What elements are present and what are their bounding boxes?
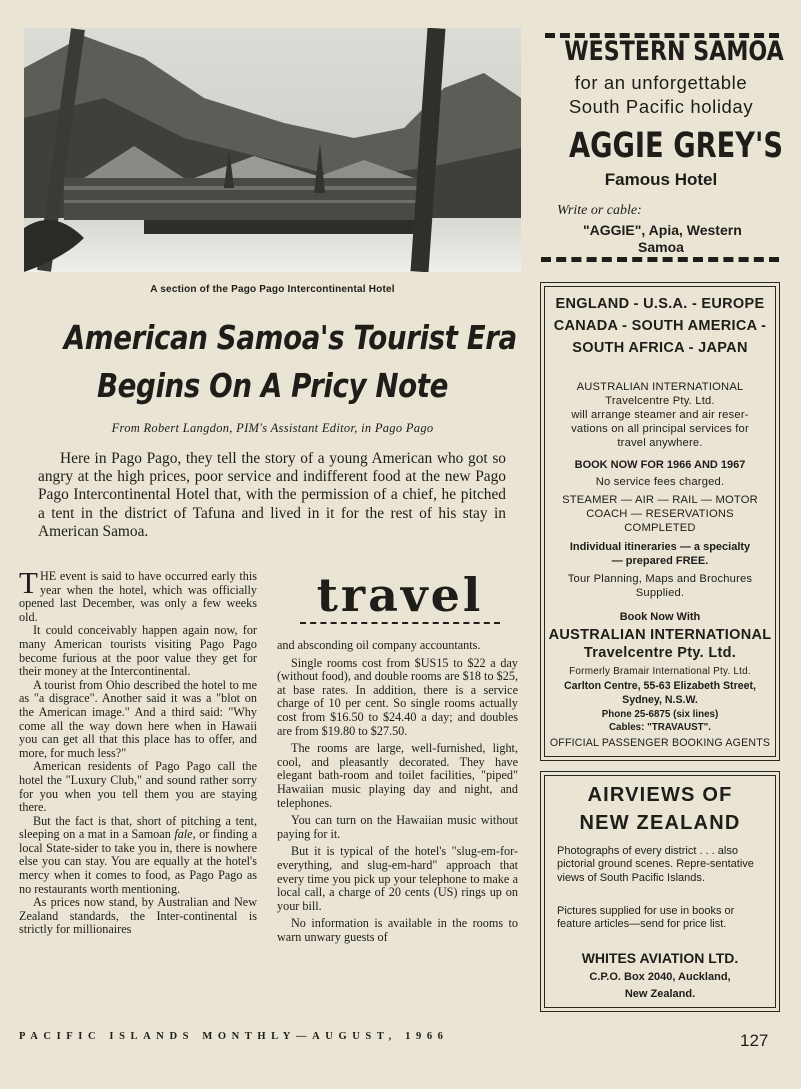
samoa-ad-write: Write or cable: — [557, 203, 642, 218]
airviews-title-1: AIRVIEWS OF — [587, 784, 733, 806]
lead-text: Here in Pago Pago, they tell the story of a young American who got so angry at the high prices, poor service and indifferent food at the new Pago Pago Intercontinental Hotel that, with the permission of a chief, he pitched a tent in the district of Tafuna and lived in it for the rest of his stay in American Samoa. — [38, 450, 506, 540]
modes-line-2: COACH — RESERVATIONS — [586, 508, 734, 520]
travel-logo-rule — [300, 622, 500, 624]
samoa-ad-subtitle: Famous Hotel — [604, 170, 718, 189]
company-name-2: Travelcentre Pty. Ltd. — [583, 645, 737, 661]
col2-paragraph-5: But it is typical of the hotel's "slug-em-for-everything, and slug-em-hard" approach that every time you pick up your telephone to make a local call, a charge of 20 cents (US) rings up on your bill. — [277, 844, 518, 913]
col2-paragraph-2: Single rooms cost from $US15 to $22 a day (without food), and double rooms are $18 to $25, at base rates. In addition, there is a service charge of 10 per cent. So single rooms actually cost from $16.50 to $24.40 a day; and doubles are from $19.80 to $27.50. — [277, 655, 518, 738]
destinations-line-3: SOUTH AFRICA - JAPAN — [572, 340, 748, 356]
headline-line-2: Begins On A Pricy Note — [96, 366, 449, 405]
arrange-line-3: travel anywhere. — [617, 437, 703, 449]
aggie-grey-ad — [543, 30, 784, 265]
samoa-ad-tagline-1: for an unforgettable — [574, 72, 748, 93]
photo-caption: A section of the Pago Pago Intercontinental Hotel — [150, 284, 395, 295]
travelcentre-ad — [540, 282, 780, 761]
byline: From Robert Langdon, PIM's Assistant Editor, in Pago Pago — [111, 421, 434, 435]
destinations-line-1: ENGLAND - U.S.A. - EUROPE — [555, 296, 765, 312]
col2-paragraph-4: You can turn on the Hawaiian music without paying for it. — [277, 813, 518, 841]
headline-line-1: American Samoa's Tourist Era — [63, 318, 517, 357]
col1-paragraph-3: A tourist from Ohio described the hotel to me as "a disgrace". Another said it was a "blot on the American image." And a third said: "Why come all the way down here when in Hawaii you can get all that this place has to offer, and more, for much less?" — [19, 677, 257, 760]
samoa-ad-bottom-rule — [541, 257, 779, 262]
travel-section-logo: travel — [316, 568, 484, 622]
company-name-1: AUSTRALIAN INTERNATIONAL — [548, 627, 772, 643]
modes-line-1: STEAMER — AIR — RAIL — MOTOR — [562, 494, 758, 506]
official-agents: OFFICIAL PASSENGER BOOKING AGENTS — [549, 737, 771, 749]
modes-line-3: COMPLETED — [624, 522, 696, 534]
drop-cap: T — [19, 565, 38, 600]
airviews-description-1: Photographs of every district . . . also pictorial ground scenes. Repre-sentative views of South Pacific Islands. — [557, 845, 754, 884]
col2-paragraph-6: No information is available in the rooms to warn unwary guests of — [277, 916, 518, 944]
book-now-years: BOOK NOW FOR 1966 AND 1967 — [574, 459, 746, 471]
address-line-1: Carlton Centre, 55-63 Elizabeth Street, — [564, 680, 756, 692]
destinations-line-2: CANADA - SOUTH AMERICA - — [553, 318, 767, 334]
whites-aviation-name: WHITES AVIATION LTD. — [581, 950, 739, 966]
samoa-ad-hotel-name: AGGIE GREY'S — [568, 126, 784, 166]
col1-paragraph-5 — [19, 815, 257, 897]
tour-line-1: Tour Planning, Maps and Brochures — [567, 573, 753, 585]
col1-paragraph-1 — [19, 565, 257, 624]
article-column-1 — [19, 565, 257, 937]
itineraries-line-1: Individual itineraries — a specialty — [569, 541, 751, 553]
phone-line: Phone 25-6875 (six lines) — [601, 709, 719, 720]
col1-p5-text-b: , or finding a local State-sider to take you in, there is nowhere else you can stay. You are equally at the hotel's mercy when it comes to food, as Pago Pago as no restaurants worth mentioning. — [19, 827, 257, 896]
formerly-line: Formerly Bramair International Pty. Ltd. — [569, 666, 751, 677]
col2-paragraph-3: The rooms are large, well-furnished, light, cool, and pleasantly decorated. They have elegant bath-room and toilet facilities, "piped" Hawaiian music playing day and night, and telephones. — [277, 741, 518, 810]
cables-line: Cables: "TRAVAUST". — [608, 722, 711, 733]
samoa-ad-cable-2: Samoa — [638, 239, 684, 255]
agency-name-2: Travelcentre Pty. Ltd. — [605, 395, 715, 407]
arrange-line-2: vations on all principal services for — [571, 423, 749, 435]
page-number: 127 — [740, 1031, 769, 1050]
arrange-line-1: will arrange steamer and air reser- — [571, 409, 749, 421]
samoa-ad-cable-1: "AGGIE", Apia, Western — [583, 222, 742, 238]
col1-paragraph-4: American residents of Pago Pago call the hotel the "Luxury Club," and sound rather sorry for you when you tell them you are staying there. — [19, 759, 257, 815]
whites-address-1: C.P.O. Box 2040, Auckland, — [589, 971, 731, 983]
samoa-ad-title: WESTERN SAMOA — [564, 36, 784, 67]
address-line-2: Sydney, N.S.W. — [622, 694, 698, 706]
airviews-ad — [540, 771, 780, 1012]
samoa-ad-tagline-2: South Pacific holiday — [568, 96, 754, 117]
col1-paragraph-2: It could conceivably happen again now, for many American tourists visiting Pago Pago become furious at the poor value they get for their money at the Intercontinental. — [19, 623, 257, 679]
col1-paragraph-6: As prices now stand, by Australian and New Zealand standards, the Inter-continental is strictly for millionaires — [19, 895, 257, 937]
whites-address-2: New Zealand. — [624, 988, 696, 1000]
agency-name-1: AUSTRALIAN INTERNATIONAL — [576, 381, 744, 393]
hotel-photo-image — [24, 28, 521, 272]
article-column-2 — [277, 639, 518, 944]
col1-p1-text: HE event is said to have occurred early this year when the hotel, which was officially opened last December, was only a few weeks old. — [19, 569, 257, 624]
tour-line-2: Supplied. — [635, 587, 685, 599]
no-fees: No service fees charged. — [595, 476, 725, 488]
book-now-with: Book Now With — [619, 611, 701, 623]
hotel-photo — [24, 28, 521, 272]
col1-p5-text-a: But the fact is that, short of pitching a tent, sleeping on a mat in a Samoan — [19, 813, 257, 842]
itineraries-line-2: — prepared FREE. — [611, 555, 709, 567]
masthead-footer: PACIFIC ISLANDS MONTHLY—AUGUST, 1966 — [19, 1031, 449, 1042]
col2-paragraph-1: and absconding oil company accountants. — [277, 638, 481, 652]
lead-paragraph — [38, 450, 506, 541]
col1-p5-italic: fale — [174, 827, 193, 842]
airviews-description-2: Pictures supplied for use in books or feature articles—send for price list. — [557, 905, 735, 931]
airviews-title-2: NEW ZEALAND — [579, 812, 741, 834]
